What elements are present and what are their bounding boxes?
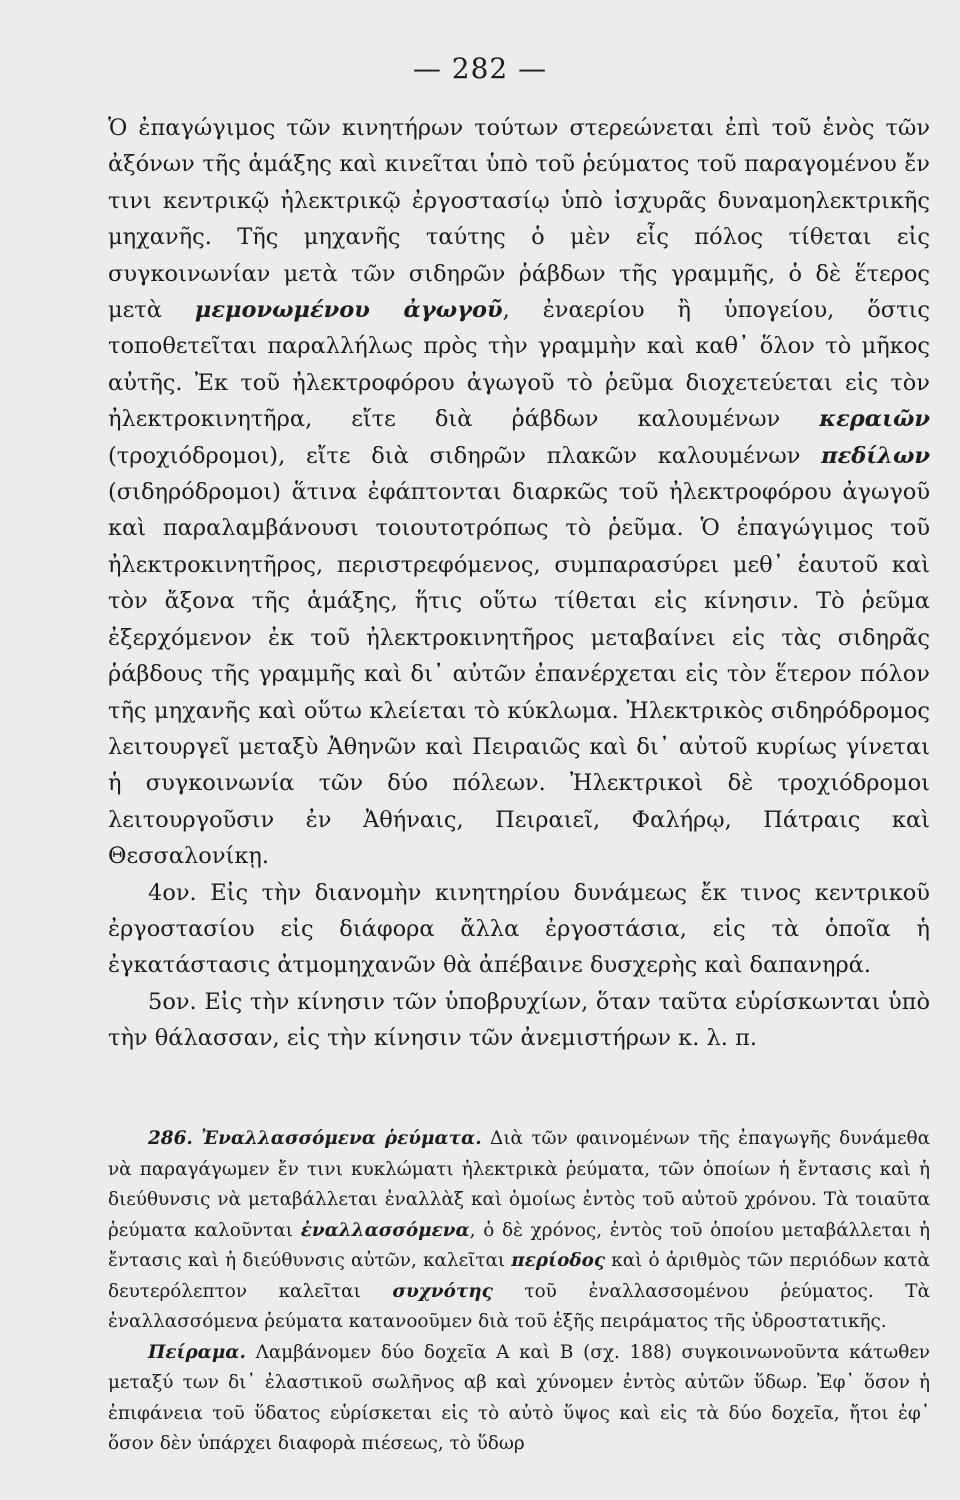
text-run: Διὰ τῶν φαινομένων τῆς ἐπαγωγῆς δυνάμεθα νὰ παραγάγωμεν ἔν τινι κυκλώματι ἠλεκτρικὰ ῥεύματα, τῶν ὁποίων ἡ ἔντασις καὶ ἡ διεύθυνσις νὰ μεταβάλλεται ἐναλλὰξ καὶ ὁμοίως ἐντὸς τοῦ αὐτοῦ χρόνου. Τὰ τοιαῦτα ῥεύματα καλοῦνται [108,1128,931,1241]
page-number: — 282 — [412,52,548,85]
paragraph-item-5: 5ον. Εἰς τὴν κίνησιν τῶν ὑποβρυχίων, ὅταν ταῦτα εὑρίσκωνται ὑπὸ τὴν θάλασσαν, εἰς τὴν κίνησιν τῶν ἀνεμιστήρων κ. λ. π. [108,988,930,1052]
text-run: , ἐναερίου ἢ ὑπογείου, ὅστις τοποθετεῖται παραλλήλως πρὸς τὴν γραμμὴν καὶ καθ᾿ ὅλον τὸ μῆκος αὐτῆς. Ἐκ τοῦ ἠλεκτροφόρου ἀγωγοῦ τὸ ῥεῦμα διοχετεύεται εἰς τὸν ἠλεκτροκινητῆρα, εἴτε διὰ ῥάβδων καλουμένων [108,297,930,433]
text-run: Ὁ ἐπαγώγιμος τῶν κινητήρων τούτων στερεώνεται ἐπὶ τοῦ ἑνὸς τῶν ἀξόνων τῆς ἁμάξης καὶ κινεῖται ὑπὸ τοῦ ῥεύματος τοῦ παραγομένου ἔν τινι κεντρικῷ ἠλεκτρικῷ ἐργοστασίῳ ὑπὸ ἰσχυρᾶς δυναμοηλεκτρικῆς μηχανῆς. Τῆς μηχανῆς ταύτης ὁ μὲν εἷς πόλος τίθεται εἰς συγκοινωνίαν μετὰ τῶν σιδηρῶν ῥάβδων τῆς γραμμῆς, ὁ δὲ ἕτερος μετὰ [108,115,930,324]
text-run: Λαμβάνομεν δύο δοχεῖα Α καὶ Β (σχ. 188) συγκοινωνοῦντα κάτωθεν μεταξύ των δι᾿ ἐλαστικοῦ σωλῆνος αβ καὶ χύνομεν ἐντὸς αὐτῶν ὕδωρ. Ἐφ᾿ ὅσον ἡ ἐπιφάνεια τοῦ ὕδατος εὑρίσκεται εἰς τὸ αὐτὸ ὕψος καὶ εἰς τὰ δύο δοχεῖα, ἤτοι ἐφ᾿ ὅσον δὲν ὑπάρχει διαφορὰ πιέσεως, τὸ ὕδωρ [108,1341,930,1454]
section-title: Ἐναλλασσόμενα ῥεύματα. [201,1128,482,1149]
term-period: περίοδος [511,1250,606,1271]
text-run: (σιδηρόδρομοι) ἅτινα ἐφάπτονται διαρκῶς τοῦ ἠλεκτροφόρου ἀγωγοῦ καὶ παραλαμβάνουσι τοιουτοτρόπως τὸ ῥεῦμα. Ὁ ἐπαγώγιμος τοῦ ἠλεκτροκινητῆρος, περιστρεφόμενος, συμπαρασύρει μεθ᾿ ἑαυτοῦ καὶ τὸν ἄξονα τῆς ἁμάξης, ἥτις οὕτω τίθεται εἰς κίνησιν. Τὸ ῥεῦμα ἐξερχόμενον ἐκ τοῦ ἠλεκτροκινητῆρος μεταβαίνει εἰς τὰς σιδηρᾶς ῥάβδους τῆς γραμμῆς καὶ δι᾿ αὐτῶν ἐπανέρχεται εἰς τὸν ἕτερον πόλον τῆς μηχανῆς καὶ οὕτω κλείεται τὸ κύκλωμα. Ἠλεκτρικὸς σιδηρόδρομος λειτουργεῖ μεταξὺ Ἀθηνῶν καὶ Πειραιῶς καὶ δι᾿ αὐτοῦ κυρίως γίνεται ἡ συγκοινωνία τῶν δύο πόλεων. Ἠλεκτρικοὶ δὲ τροχιόδρομοι λειτουργοῦσιν ἐν Ἀθήναις, Πειραιεῖ, Φαλήρῳ, Πάτραις καὶ Θεσσαλονίκῃ. [108,479,930,870]
term-shoes: πεδίλων [821,442,930,469]
main-text [108,110,930,1057]
text-run: τοῦ ἐναλλασσομένου ῥεύματος. Τὰ ἐναλλασσόμενα ῥεύματα κατανοοῦμεν διὰ τοῦ ἑξῆς πειράματος τῆς ὑδροστατικῆς. [108,1280,930,1332]
small-text [108,1124,930,1460]
text-run: καὶ ὁ ἀριθμὸς τῶν περιόδων κατὰ δευτερόλεπτον καλεῖται [108,1250,930,1302]
text-run: (τροχιόδρομοι), εἴτε διὰ σιδηρῶν πλακῶν καλουμένων [108,442,822,469]
term-frequency: συχνότης [392,1280,493,1302]
experiment-paragraph [108,1338,930,1460]
paragraph-item-4: 4ον. Εἰς τὴν διανομὴν κινητηρίου δυνάμεως ἔκ τινος κεντρικοῦ ἐργοστασίου εἰς διάφορα ἄλλα ἐργοστάσια, εἰς τὰ ὁποῖα ἡ ἐγκατάστασις ἀτμομηχανῶν θὰ ἀπέβαινε δυσχερὴς καὶ δαπανηρά. [108,879,930,979]
term-alternating: ἐναλλασσόμενα [300,1219,470,1241]
term-antennas: κεραιῶν [819,406,930,433]
experiment-label: Πείραμα. [148,1341,246,1363]
paragraph-motors [108,110,930,875]
term-insulated-conductor: μεμονωμένου ἀγωγοῦ [194,297,503,324]
section-number: 286. [148,1128,193,1149]
section-286 [108,1124,930,1338]
text-run: , ὁ δὲ χρόνος, ἐντὸς τοῦ ὁποίου μεταβάλλεται ἡ ἔντασις καὶ ἡ διεύθυνσις αὐτῶν, καλεῖται [108,1219,930,1271]
